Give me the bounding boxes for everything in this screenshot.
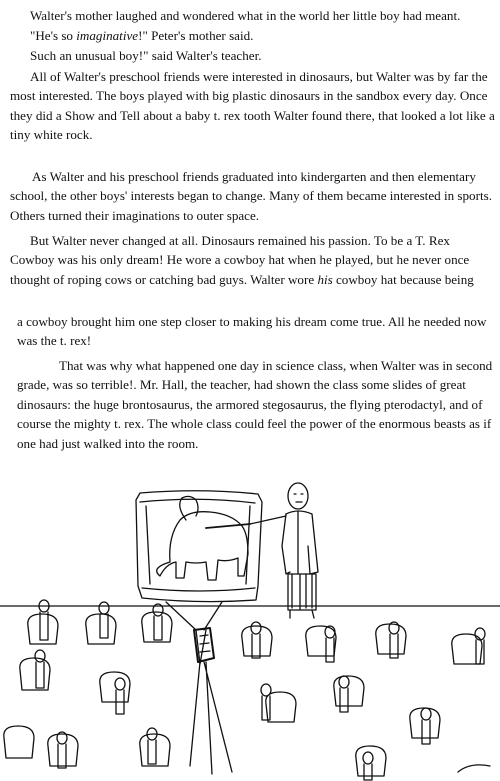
emphasis-imaginative: imaginative [76, 28, 139, 43]
story-line-mother-laughed [30, 6, 496, 25]
paragraph-passion-continued [17, 312, 496, 351]
paragraph-text: As Walter and his preschool friends graduated into kindergarten and then elementary school, the other boys' interests began to change. Many of them became interested in sports. Others turned their imaginations to outer space. [10, 169, 492, 223]
classroom-drawing-svg [0, 476, 500, 781]
paragraph-text: But Walter never changed at all. Dinosaurs remained his passion. To be a T. Rex Cowboy was his only dream! He wore a cowboy hat when he played, but he never once thought of roping cows or catching bad guys. Walter wore [10, 233, 470, 287]
line-text: Such an unusual boy!" said Walter's teacher. [30, 48, 262, 63]
story-line-unusual-boy [30, 46, 496, 65]
student-row-2 [20, 650, 440, 744]
paragraph-passion [10, 231, 496, 289]
paragraph-school [10, 167, 496, 225]
projection-screen [136, 491, 262, 602]
paragraph-science-class [17, 356, 496, 453]
emphasis-his: his [317, 271, 333, 287]
student-row-1 [28, 600, 485, 664]
paragraph-text: That was why what happened one day in science class, when Walter was in second grade, was so terrible!. Mr. Hall, the teacher, had shown the class some slides of great dinosaurs: the huge brontosaurus, the armored stegosaurus, the flying pterodactyl, and of course the mighty t. rex. The whole class could feel the power of the enormous beasts as if one had just walked into the room. [17, 358, 493, 451]
quote-open-text: "He's so [30, 28, 77, 43]
paragraph-text: All of Walter's preschool friends were interested in dinosaurs, but Walter was by far the most interested. The boys played with big plastic dinosaurs in the sandbox every day. Once they did a Show and Tell about a baby t. rex tooth Walter found there, that looked a lot like a tiny white rock. [10, 69, 495, 143]
line-text: Walter's mother laughed and wondered what in the world her little boy had meant. [30, 8, 461, 23]
paragraph-text-end: cowboy hat because being [332, 271, 474, 287]
story-line-imaginative [30, 26, 496, 45]
brontosaurus-drawing [157, 512, 248, 580]
paragraph-text: a cowboy brought him one step closer to making his dream come true. All he needed now was the t. rex! [17, 314, 487, 349]
student-row-3 [4, 726, 490, 780]
classroom-illustration [0, 476, 500, 781]
quote-close-text: !" Peter's mother said. [138, 28, 254, 43]
projector-icon [190, 628, 232, 774]
paragraph-dinosaurs [10, 67, 496, 145]
